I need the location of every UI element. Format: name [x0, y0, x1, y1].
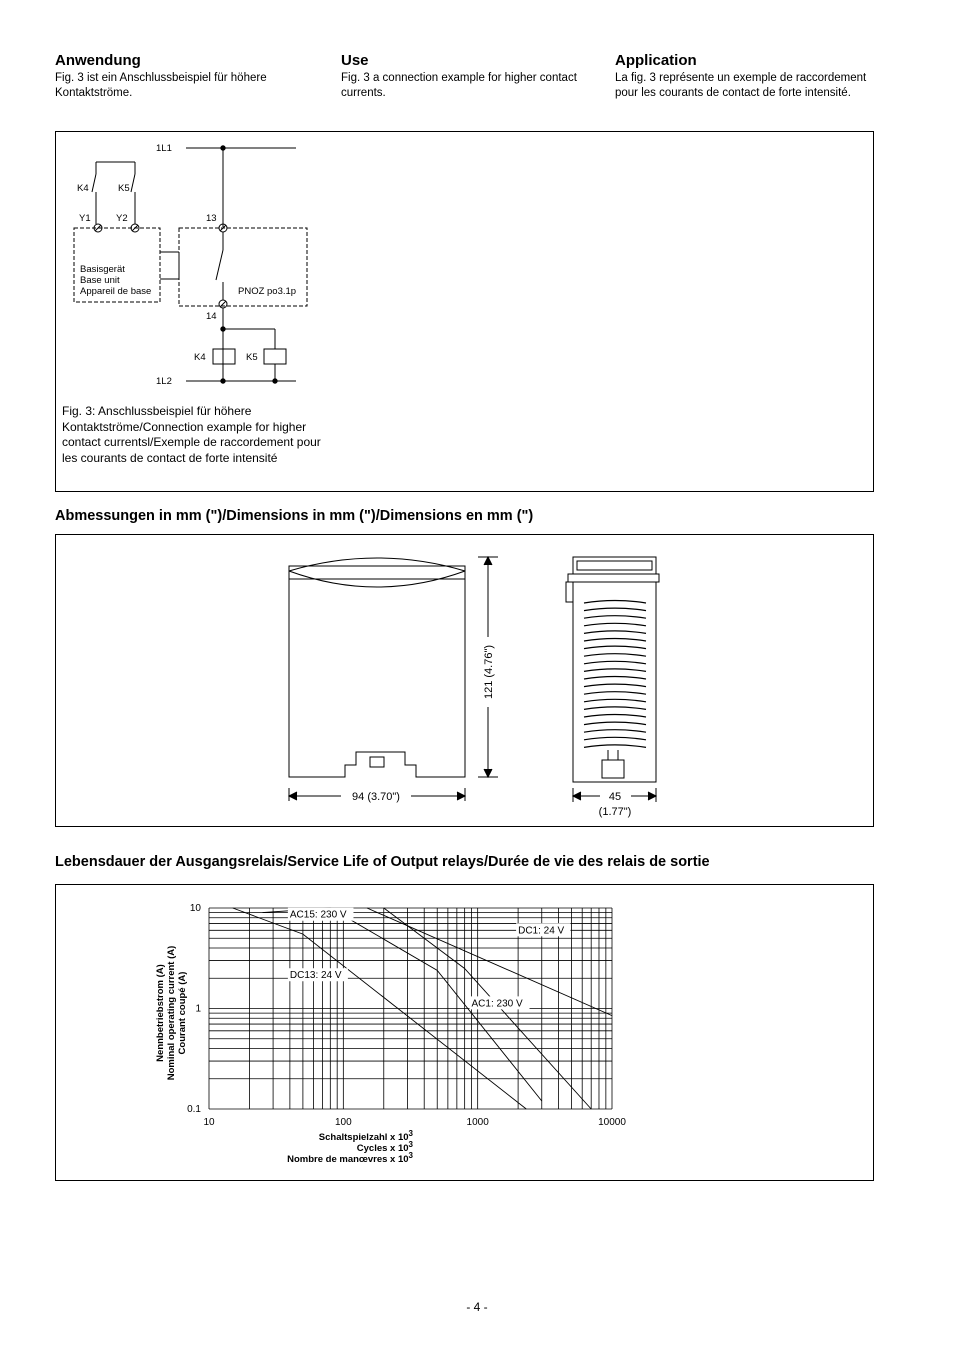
- x-axis-label-de: Schaltspielzahl x $10^3$: [318, 1129, 413, 1143]
- label-1l1: 1L1: [156, 143, 172, 154]
- column-text: Fig. 3 ist ein Anschlussbeispiel für höhere Kontaktströme.: [55, 72, 267, 99]
- dimension-depth-label: 94 (3.70"): [352, 791, 400, 803]
- x-axis-label-fr: Nombre de manœvres x $10^3$: [287, 1151, 413, 1165]
- fig3-box: [55, 131, 874, 492]
- fig3-circuit-diagram: [56, 132, 356, 392]
- x-tick-label: 10: [203, 1117, 215, 1128]
- vent-slot: [584, 616, 646, 619]
- y-tick-label: 0.1: [187, 1104, 201, 1115]
- dimension-width-inch-label: (1.77"): [598, 806, 632, 818]
- service-life-box: [55, 884, 874, 1181]
- label-y1: Y1: [79, 213, 91, 224]
- label-base-unit-en: Base unit: [80, 275, 120, 286]
- dimensions-box: [55, 534, 874, 827]
- label-y2: Y2: [116, 213, 128, 224]
- column-title: Use: [341, 52, 369, 69]
- vent-slot: [584, 654, 646, 657]
- vent-slot: [584, 745, 646, 748]
- y-tick-label: 1: [195, 1003, 201, 1015]
- vent-slot: [584, 715, 646, 718]
- vent-slot: [584, 623, 646, 626]
- y-axis-label-fr: Courant coupé (A): [177, 971, 188, 1055]
- label-terminal-13: 13: [206, 213, 217, 224]
- vent-slot: [584, 601, 646, 604]
- label-k4-contact: K4: [77, 183, 89, 194]
- vent-slot: [584, 722, 646, 725]
- label-1l2: 1L2: [156, 376, 172, 387]
- vent-slot: [584, 677, 646, 680]
- label-terminal-14: 14: [206, 311, 217, 322]
- vent-slot: [584, 684, 646, 687]
- series-label: AC15: 230 V: [289, 909, 347, 921]
- dimensions-title: Abmessungen in mm (")/Dimensions in mm (")/Dimensions en mm ("): [55, 508, 534, 524]
- label-k5-contact: K5: [118, 183, 130, 194]
- page-number: - 4 -: [466, 1300, 488, 1314]
- vent-slot: [584, 707, 646, 710]
- vent-slot: [584, 631, 646, 634]
- dimension-width-label: 45: [608, 791, 622, 803]
- service-life-title: Lebensdauer der Ausgangsrelais/Service Life of Output relays/Durée de vie des relais de sortie: [55, 854, 710, 870]
- y-axis-label-en: Nominal operating current (A): [166, 945, 177, 1081]
- dimension-height-label: 121 (4.76"): [483, 644, 495, 700]
- vent-slot: [584, 639, 646, 642]
- vent-slot: [584, 646, 646, 649]
- x-axis-label-en: Cycles x $10^3$: [356, 1140, 413, 1154]
- vent-slot: [584, 661, 646, 664]
- label-base-unit-fr: Appareil de base: [80, 286, 152, 297]
- fig3-caption: Fig. 3: Anschlussbeispiel für höhere Kontaktströme/Connection example for higher contact currentsl/Exemple de raccordement pour les courants de contact de forte intensité: [62, 404, 321, 465]
- y-axis-label-de: Nennbetriebstrom (A): [155, 964, 166, 1062]
- column-french: [615, 52, 877, 100]
- label-base-unit-de: Basisgerät: [80, 264, 125, 275]
- column-german: [55, 52, 325, 100]
- vent-slot: [584, 730, 646, 733]
- column-title: Anwendung: [55, 52, 141, 69]
- column-english: [341, 52, 611, 100]
- x-tick-label: 100: [334, 1117, 352, 1128]
- column-title: Application: [615, 52, 697, 69]
- label-device: PNOZ po3.1p: [238, 286, 297, 297]
- vent-slot: [584, 737, 646, 740]
- vent-slot: [584, 692, 646, 695]
- column-text: La fig. 3 représente un exemple de raccordement pour les courants de contact de forte intensité.: [615, 72, 867, 99]
- series-label: DC1: 24 V: [518, 925, 565, 937]
- dimensions-drawing: [56, 535, 873, 826]
- series-label: AC1: 230 V: [471, 998, 523, 1010]
- vent-slot: [584, 699, 646, 702]
- column-text: Fig. 3 a connection example for higher contact currents.: [341, 72, 577, 99]
- y-tick-label: 10: [189, 903, 201, 914]
- service-life-chart: [56, 885, 873, 1180]
- label-coil-k5: K5: [246, 352, 258, 363]
- x-tick-label: 10000: [598, 1117, 626, 1128]
- x-tick-label: 1000: [466, 1117, 489, 1128]
- label-coil-k4: K4: [194, 352, 206, 363]
- vent-slot: [584, 608, 646, 611]
- vent-slot: [584, 669, 646, 672]
- series-label: DC13: 24 V: [289, 970, 342, 982]
